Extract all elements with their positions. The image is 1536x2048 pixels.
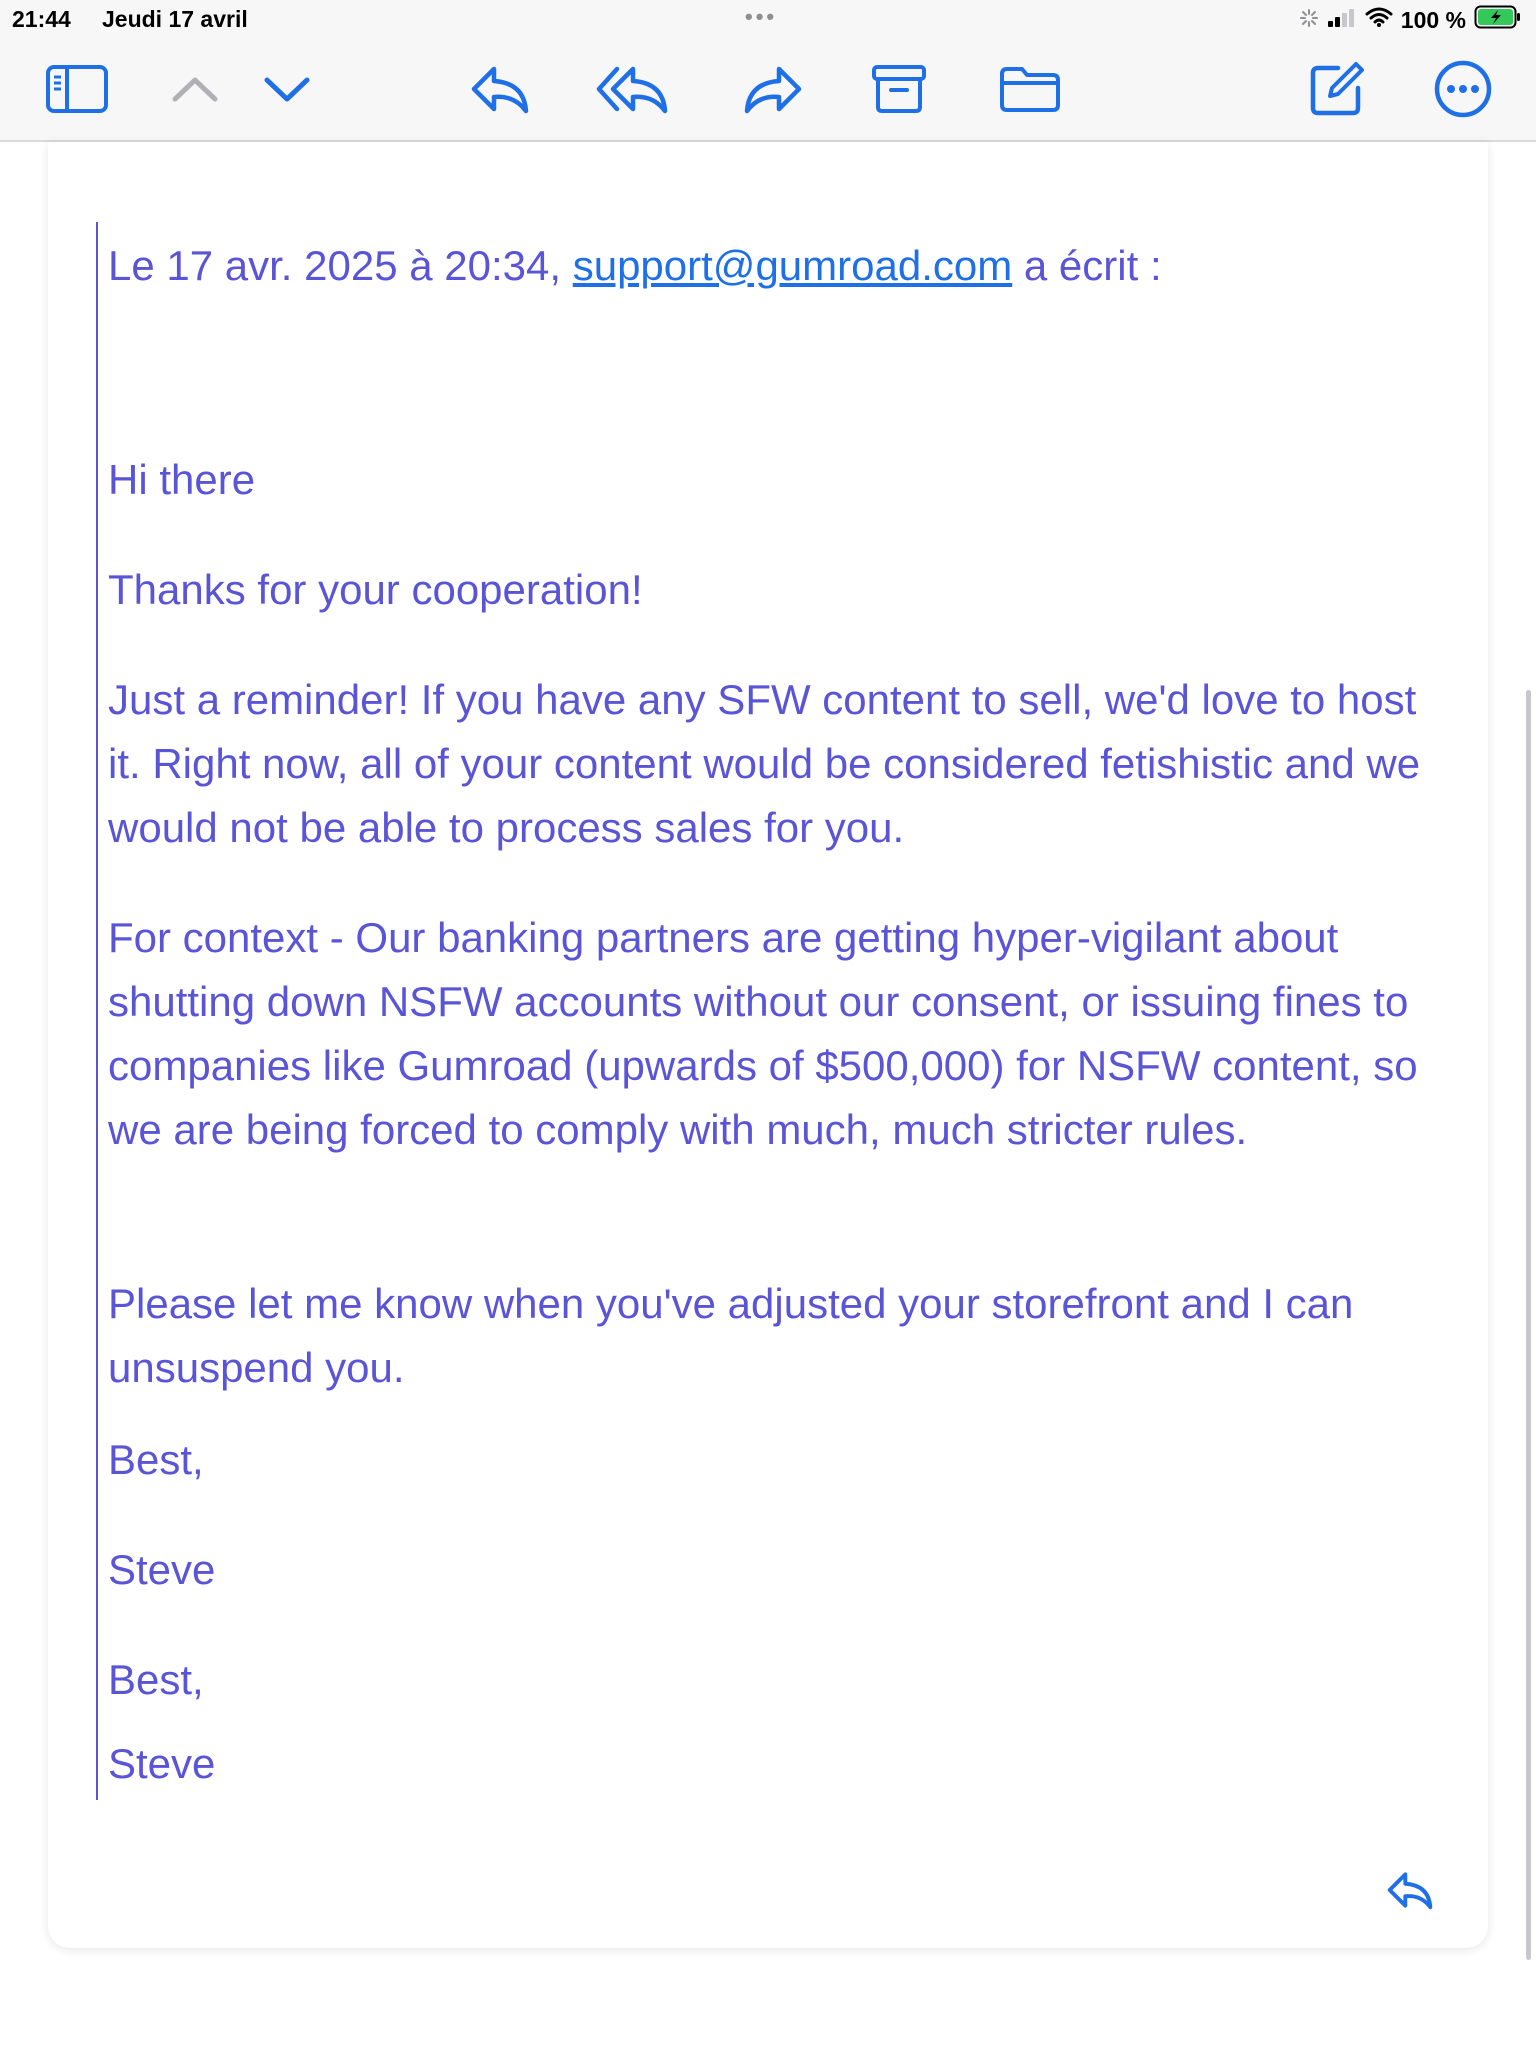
status-time: 21:44: [12, 6, 71, 32]
previous-message-button[interactable]: [160, 54, 230, 124]
cellular-signal-icon: [1327, 7, 1357, 34]
forward-icon: [741, 61, 805, 117]
reminder-paragraph: Just a reminder! If you have any SFW content to sell, we'd love to host it. Right now, all of your content would be considered fetishistic and we would not be able to process sales for you.: [108, 676, 1421, 851]
status-date: Jeudi 17 avril: [102, 6, 248, 32]
wifi-icon: [1365, 6, 1393, 34]
compose-icon: [1308, 60, 1366, 118]
quote-header-prefix: Le 17 avr. 2025 à 20:34,: [108, 242, 573, 289]
vertical-scrollbar[interactable]: [1526, 690, 1531, 1960]
forward-button[interactable]: [738, 54, 808, 124]
signature-repeated: Steve: [108, 1740, 216, 1787]
folder-icon: [998, 64, 1062, 114]
sign-off: Best,: [108, 1436, 204, 1483]
reply-icon: [1385, 1868, 1435, 1917]
move-to-folder-button[interactable]: [995, 54, 1065, 124]
signature: Steve: [108, 1546, 216, 1593]
archive-button[interactable]: [864, 54, 934, 124]
sender-email-link[interactable]: support@gumroad.com: [572, 242, 1013, 289]
reply-button[interactable]: [465, 54, 535, 124]
loading-icon: [1299, 7, 1319, 34]
quote-header: [108, 234, 1162, 298]
request-paragraph: Please let me know when you've adjusted your storefront and I can unsuspend you.: [108, 1280, 1354, 1391]
inline-reply-button[interactable]: [1380, 1862, 1440, 1922]
reply-all-button[interactable]: [598, 54, 668, 124]
email-message-card: [48, 142, 1488, 1948]
status-indicators: [1299, 5, 1522, 35]
sidebar-icon: [45, 64, 109, 114]
status-bar: [0, 0, 1536, 40]
reply-all-icon: [595, 61, 671, 117]
quote-header-suffix: a écrit :: [1012, 242, 1162, 289]
chevron-down-icon: [262, 74, 312, 104]
greeting: Hi there: [108, 456, 256, 503]
battery-percent: 100 %: [1400, 6, 1466, 33]
reply-icon: [468, 61, 532, 117]
thanks-paragraph: Thanks for your cooperation!: [108, 566, 643, 613]
more-actions-button[interactable]: [1428, 54, 1498, 124]
context-paragraph: For context - Our banking partners are getting hyper-vigilant about shutting down NSFW accounts without our consent, or issuing fines to companies like Gumroad (upwards of $500,000) for NSFW content, so we are being forced to comply with much, much stricter rules.: [108, 914, 1418, 1153]
battery-charging-icon: [1474, 5, 1522, 35]
next-message-button[interactable]: [252, 54, 322, 124]
mail-toolbar: [0, 40, 1536, 142]
multitask-dots[interactable]: •••: [745, 4, 778, 29]
quoted-message: [96, 222, 1478, 1800]
more-icon: [1433, 59, 1493, 119]
compose-button[interactable]: [1302, 54, 1372, 124]
sign-off-repeated: Best,: [108, 1656, 204, 1703]
archive-icon: [871, 63, 927, 115]
sidebar-toggle-button[interactable]: [42, 54, 112, 124]
chevron-up-icon: [170, 74, 220, 104]
